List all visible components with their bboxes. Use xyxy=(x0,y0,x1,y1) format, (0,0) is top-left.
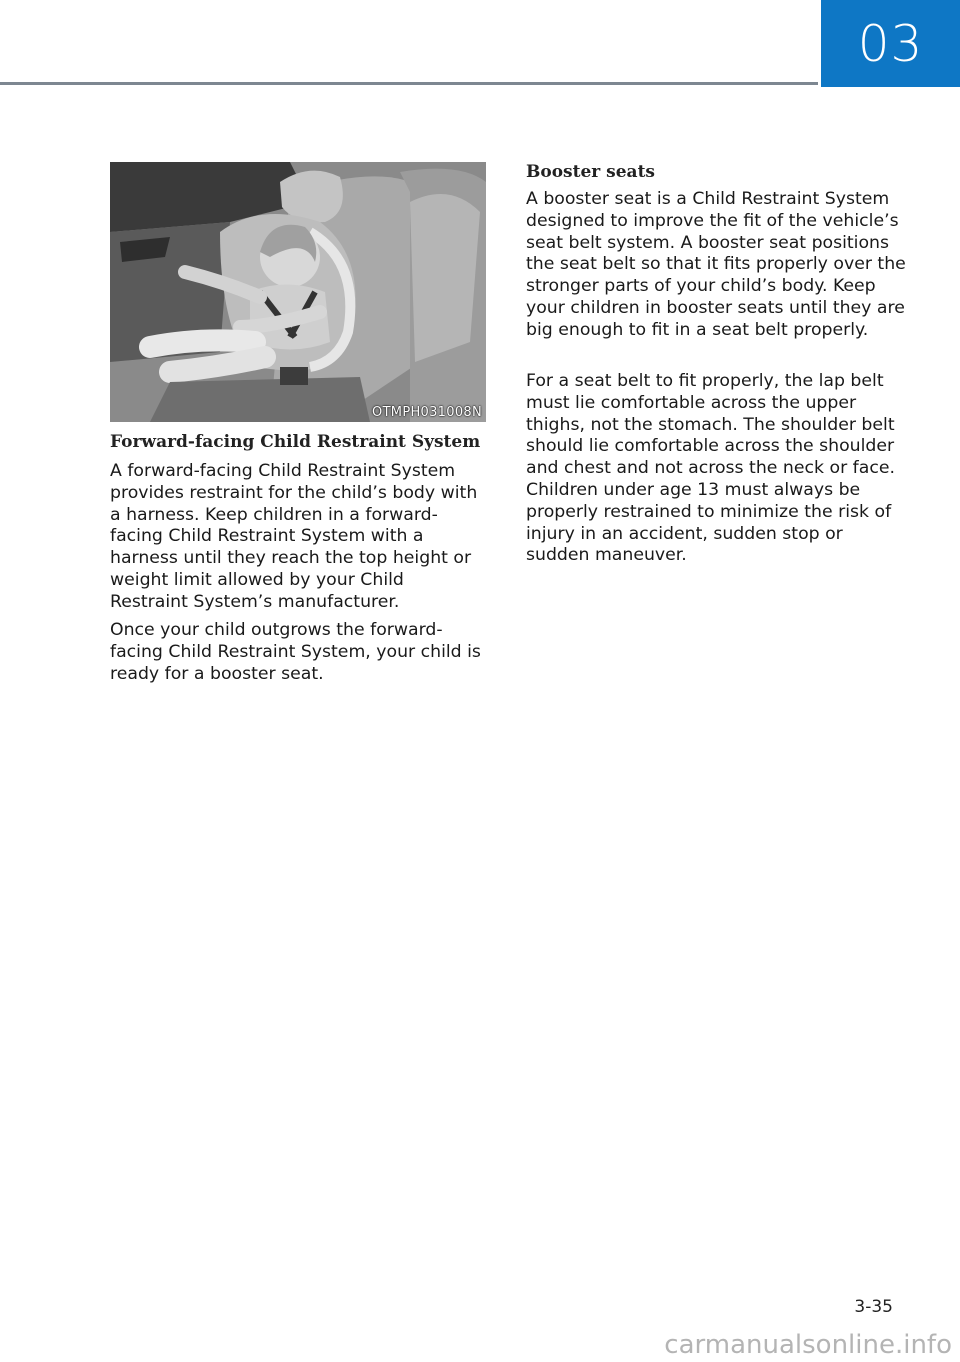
header-rule xyxy=(0,82,818,85)
page-number: 3-35 xyxy=(854,1297,893,1317)
paragraph-booster-2: For a seat belt to fit properly, the lap belt must lie comfortable across the upper thighs, not the stomach. The shoulder belt should lie comfortable across the shoulder and chest and not across the neck or face. Children under age 13 must always be properly restrained to minimize the risk of injury in an accident, sudden stop or sudden maneuver. xyxy=(526,371,895,566)
paragraph-forward-facing-2: Once your child outgrows the forward-facing Child Restraint System, your child is ready for a booster seat. xyxy=(110,620,481,684)
chapter-tab: 03 xyxy=(821,0,960,87)
child-seat-illustration xyxy=(110,162,486,422)
watermark: carmanualsonline.info xyxy=(664,1330,952,1360)
section-heading-forward-facing: Forward-facing Child Restraint System xyxy=(110,432,481,452)
paragraph-forward-facing-1: A forward-facing Child Restraint System provides restraint for the child’s body with a harness. Keep children in a forward-facing Child Restraint System with a harness until they reach the top height or weight limit allowed by your Child Restraint System’s manufacturer. xyxy=(110,461,478,612)
paragraph-booster-1: A booster seat is a Child Restraint System designed to improve the fit of the vehicle’s seat belt system. A booster seat positions the seat belt so that it fits properly over the stronger parts of your child’s body. Keep your children in booster seats until they are big enough to fit in a seat belt properly. xyxy=(526,189,906,340)
section-heading-booster-seats: Booster seats xyxy=(526,162,655,182)
illustration-drawing xyxy=(110,162,486,422)
figure-code: OTMPH031008N xyxy=(372,405,482,420)
